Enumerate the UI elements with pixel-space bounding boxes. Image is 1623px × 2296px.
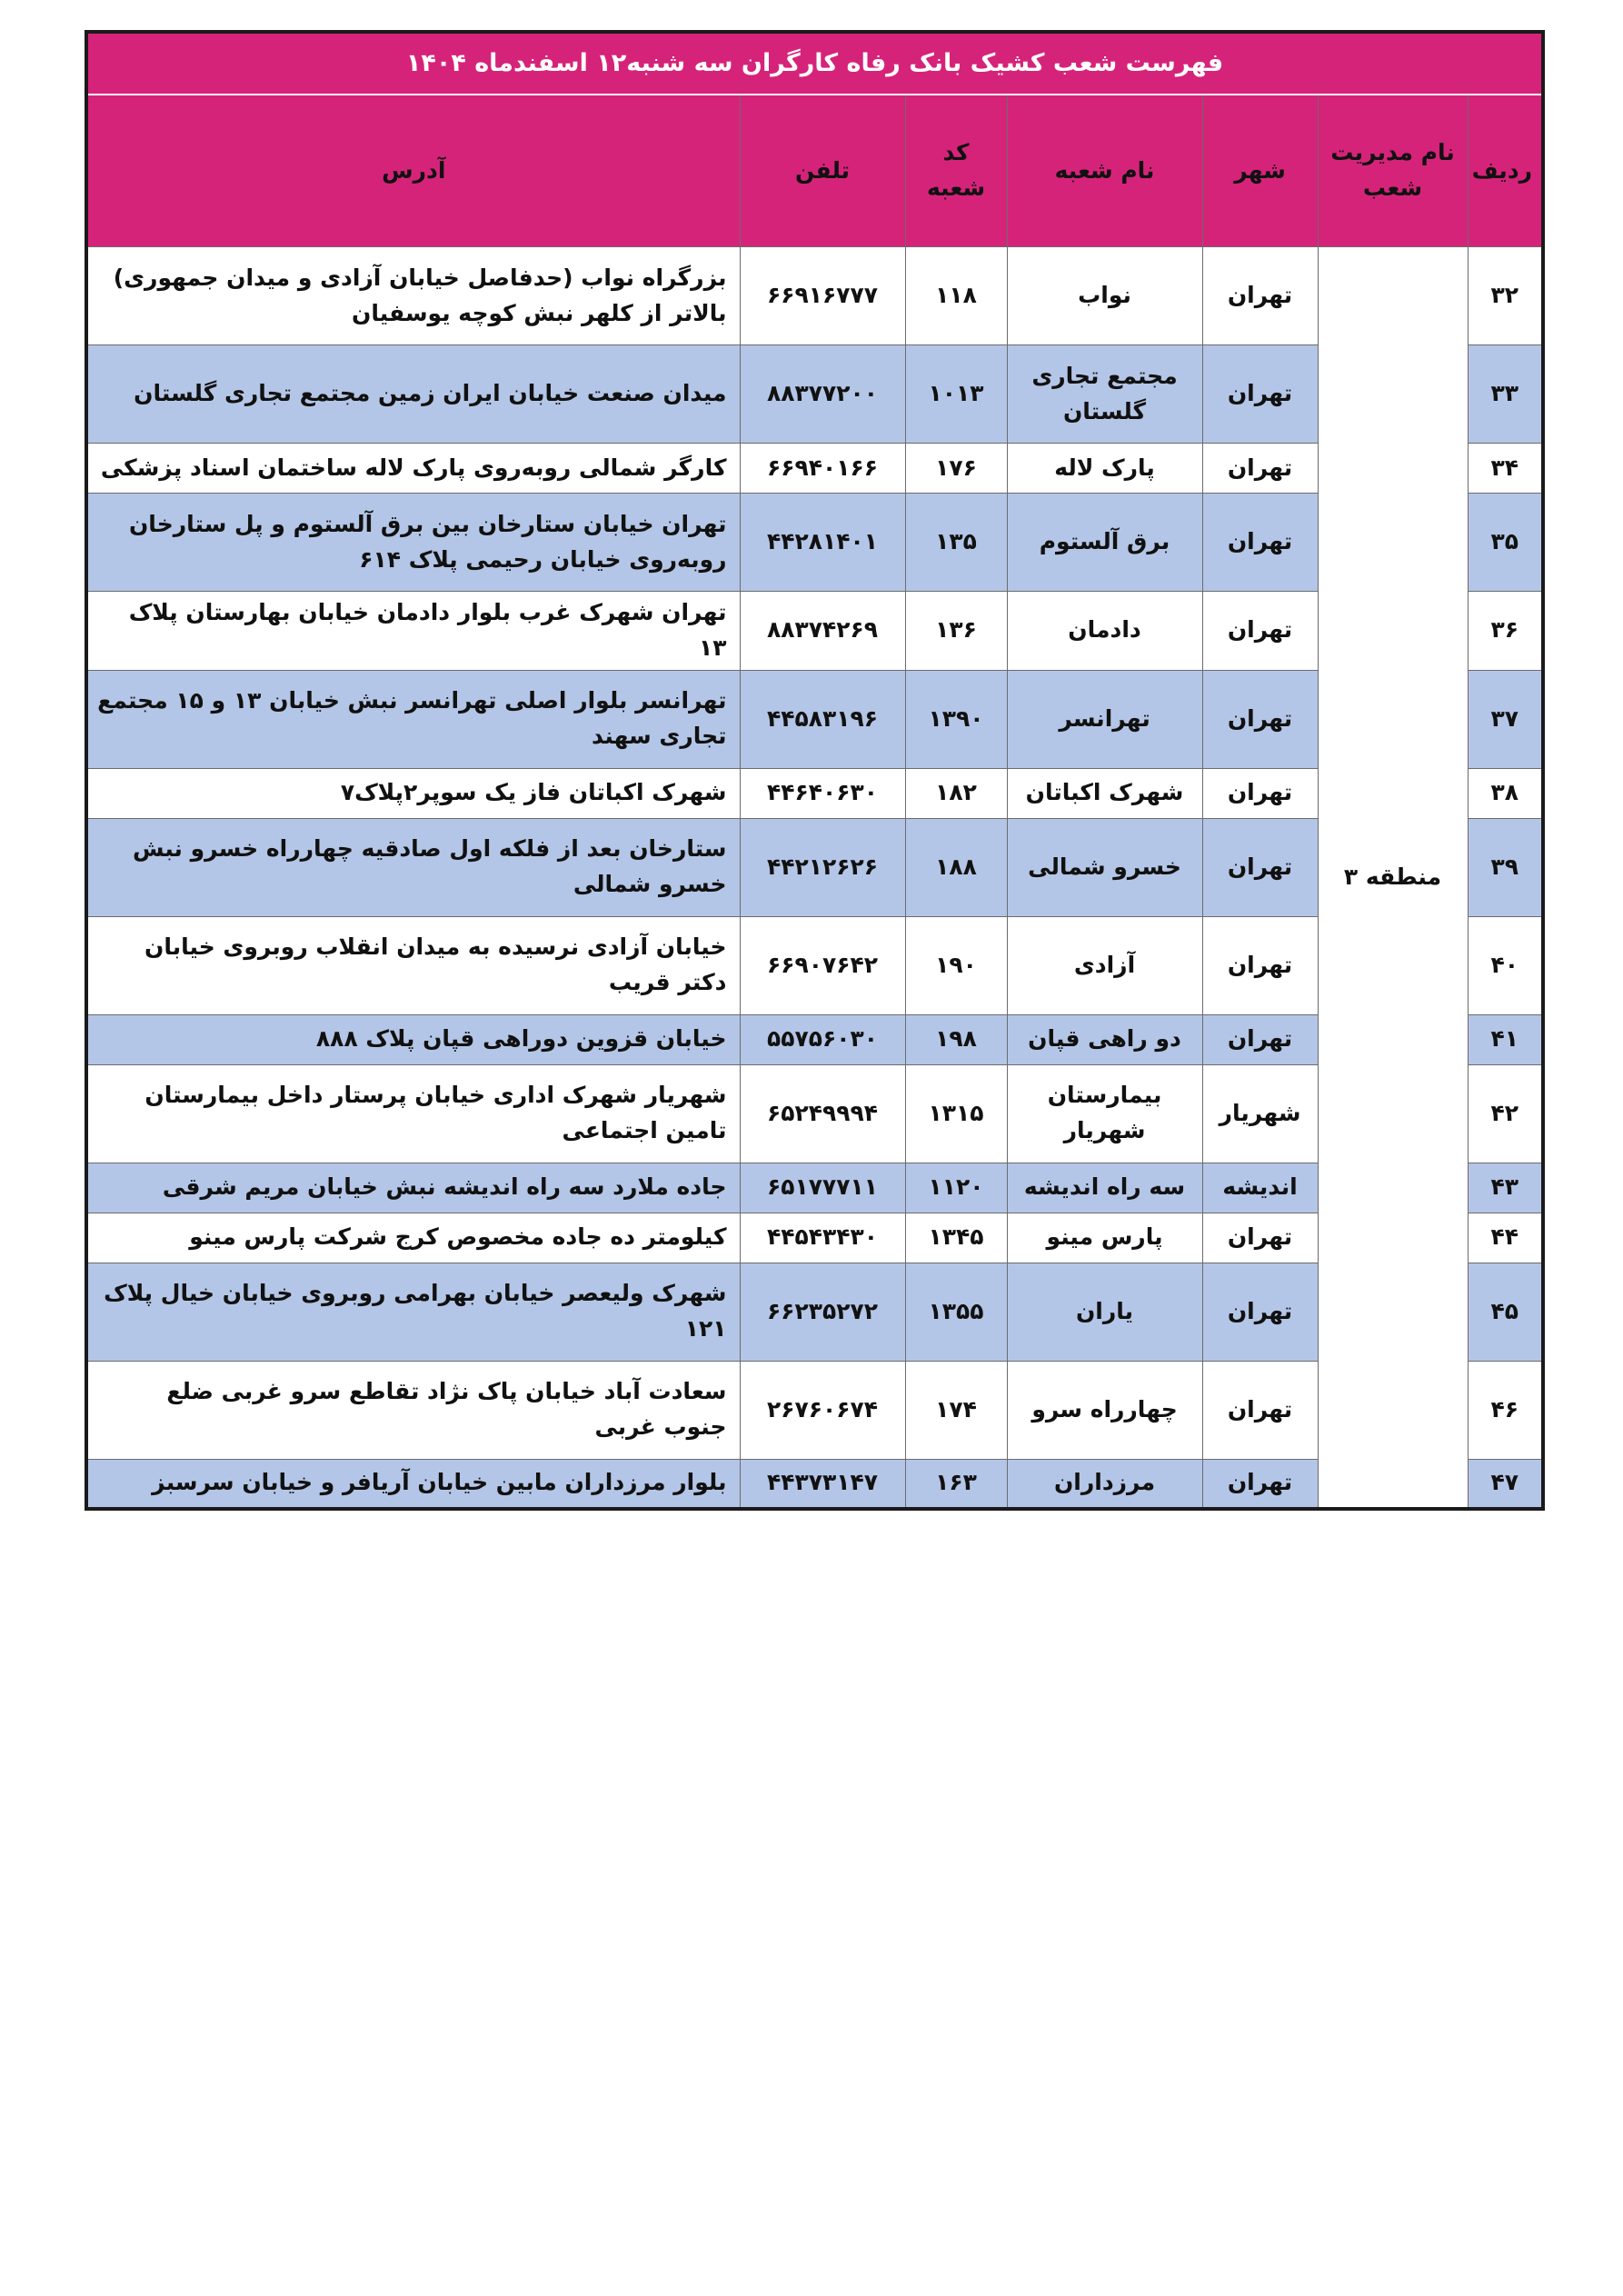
header-city: شهر [1202, 95, 1318, 247]
branch-name-cell: نواب [1007, 247, 1202, 345]
address-cell: خیابان آزادی نرسیده به میدان انقلاب روبروی خیابان دکتر قریب [86, 916, 740, 1014]
header-branch-code: کد شعبه [905, 95, 1007, 247]
phone-cell: ۶۶۹۴۰۱۶۶ [740, 444, 905, 494]
header-row [86, 95, 1543, 247]
city-cell: تهران [1202, 494, 1318, 592]
branch-code-cell: ۱۱۸ [905, 247, 1007, 345]
city-cell: تهران [1202, 1213, 1318, 1263]
city-cell: شهریار [1202, 1064, 1318, 1163]
table-row [86, 247, 1543, 345]
branch-code-cell: ۱۷۴ [905, 1361, 1007, 1459]
city-cell: تهران [1202, 768, 1318, 818]
phone-cell: ۶۵۲۴۹۹۹۴ [740, 1064, 905, 1163]
branch-code-cell: ۱۳۴۵ [905, 1213, 1007, 1263]
phone-cell: ۴۴۵۸۳۱۹۶ [740, 670, 905, 768]
address-cell: بلوار مرزداران مابین خیابان آریافر و خیابان سرسبز [86, 1459, 740, 1509]
branch-code-cell: ۱۳۱۵ [905, 1064, 1007, 1163]
branch-table [85, 30, 1545, 1511]
branch-code-cell: ۱۹۸ [905, 1014, 1007, 1064]
branch-code-cell: ۱۳۹۰ [905, 670, 1007, 768]
city-cell: تهران [1202, 1263, 1318, 1361]
branch-code-cell: ۱۷۶ [905, 444, 1007, 494]
phone-cell: ۲۶۷۶۰۶۷۴ [740, 1361, 905, 1459]
branch-name-cell: بیمارستان شهریار [1007, 1064, 1202, 1163]
row-number: ۴۶ [1468, 1361, 1543, 1459]
header-management: نام مدیریت شعب [1318, 95, 1468, 247]
row-number: ۴۵ [1468, 1263, 1543, 1361]
row-number: ۳۲ [1468, 247, 1543, 345]
row-number: ۴۲ [1468, 1064, 1543, 1163]
city-cell: تهران [1202, 345, 1318, 444]
branch-name-cell: شهرک اکباتان [1007, 768, 1202, 818]
header-phone: تلفن [740, 95, 905, 247]
city-cell: تهران [1202, 247, 1318, 345]
branch-code-cell: ۱۹۰ [905, 916, 1007, 1014]
city-cell: اندیشه [1202, 1163, 1318, 1213]
branch-name-cell: یاران [1007, 1263, 1202, 1361]
branch-name-cell: پارک لاله [1007, 444, 1202, 494]
row-number: ۴۱ [1468, 1014, 1543, 1064]
row-number: ۴۴ [1468, 1213, 1543, 1263]
phone-cell: ۵۵۷۵۶۰۳۰ [740, 1014, 905, 1064]
region-cell: منطقه ۳ [1318, 247, 1468, 1510]
branch-name-cell: سه راه اندیشه [1007, 1163, 1202, 1213]
branch-name-cell: مجتمع تجاری گلستان [1007, 345, 1202, 444]
address-cell: شهرک اکباتان فاز یک سوپر۲پلاک۷ [86, 768, 740, 818]
row-number: ۳۴ [1468, 444, 1543, 494]
branch-code-cell: ۱۳۵ [905, 494, 1007, 592]
branch-name-cell: تهرانسر [1007, 670, 1202, 768]
header-row-number: ردیف [1468, 95, 1543, 247]
address-cell: کیلومتر ده جاده مخصوص کرج شرکت پارس مینو [86, 1213, 740, 1263]
branch-name-cell: آزادی [1007, 916, 1202, 1014]
phone-cell: ۸۸۳۷۷۲۰۰ [740, 345, 905, 444]
address-cell: تهرانسر بلوار اصلی تهرانسر نبش خیابان ۱۳ و ۱۵ مجتمع تجاری سهند [86, 670, 740, 768]
address-cell: شهریار شهرک اداری خیابان پرستار داخل بیمارستان تامین اجتماعی [86, 1064, 740, 1163]
branch-code-cell: ۱۰۱۳ [905, 345, 1007, 444]
phone-cell: ۸۸۳۷۴۲۶۹ [740, 592, 905, 671]
address-cell: تهران خیابان ستارخان بین برق آلستوم و پل ستارخان روبه‌روی خیابان رحیمی پلاک ۶۱۴ [86, 494, 740, 592]
branch-name-cell: دادمان [1007, 592, 1202, 671]
branch-list-sheet [85, 30, 1541, 1511]
phone-cell: ۴۴۲۸۱۴۰۱ [740, 494, 905, 592]
city-cell: تهران [1202, 1014, 1318, 1064]
city-cell: تهران [1202, 670, 1318, 768]
branch-name-cell: چهارراه سرو [1007, 1361, 1202, 1459]
city-cell: تهران [1202, 444, 1318, 494]
row-number: ۳۶ [1468, 592, 1543, 671]
phone-cell: ۴۴۲۱۲۶۲۶ [740, 818, 905, 916]
city-cell: تهران [1202, 818, 1318, 916]
branch-name-cell: خسرو شمالی [1007, 818, 1202, 916]
address-cell: بزرگراه نواب (حدفاصل خیابان آزادی و میدان جمهوری) بالاتر از کلهر نبش کوچه یوسفیان [86, 247, 740, 345]
branch-code-cell: ۱۱۲۰ [905, 1163, 1007, 1213]
city-cell: تهران [1202, 916, 1318, 1014]
row-number: ۳۷ [1468, 670, 1543, 768]
phone-cell: ۴۴۳۷۳۱۴۷ [740, 1459, 905, 1509]
table-title: فهرست شعب کشیک بانک رفاه کارگران سه شنبه۱۲ اسفندماه ۱۴۰۴ [86, 32, 1543, 95]
branch-code-cell: ۱۳۵۵ [905, 1263, 1007, 1361]
branch-code-cell: ۱۶۳ [905, 1459, 1007, 1509]
branch-name-cell: دو راهی قپان [1007, 1014, 1202, 1064]
address-cell: سعادت آباد خیابان پاک نژاد تقاطع سرو غربی ضلع جنوب غربی [86, 1361, 740, 1459]
row-number: ۴۳ [1468, 1163, 1543, 1213]
address-cell: کارگر شمالی روبه‌روی پارک لاله ساختمان اسناد پزشکی [86, 444, 740, 494]
header-branch-name: نام شعبه [1007, 95, 1202, 247]
phone-cell: ۴۴۶۴۰۶۳۰ [740, 768, 905, 818]
phone-cell: ۶۶۹۱۶۷۷۷ [740, 247, 905, 345]
row-number: ۳۵ [1468, 494, 1543, 592]
city-cell: تهران [1202, 1361, 1318, 1459]
address-cell: شهرک ولیعصر خیابان بهرامی روبروی خیابان خیال پلاک ۱۲۱ [86, 1263, 740, 1361]
city-cell: تهران [1202, 1459, 1318, 1509]
header-address: آدرس [86, 95, 740, 247]
phone-cell: ۶۵۱۷۷۷۱۱ [740, 1163, 905, 1213]
branch-name-cell: برق آلستوم [1007, 494, 1202, 592]
branch-code-cell: ۱۸۲ [905, 768, 1007, 818]
branch-name-cell: مرزداران [1007, 1459, 1202, 1509]
branch-rows [86, 247, 1543, 1510]
row-number: ۳۸ [1468, 768, 1543, 818]
row-number: ۴۷ [1468, 1459, 1543, 1509]
phone-cell: ۶۶۹۰۷۶۴۲ [740, 916, 905, 1014]
phone-cell: ۶۶۲۳۵۲۷۲ [740, 1263, 905, 1361]
address-cell: خیابان قزوین دوراهی قپان پلاک ۸۸۸ [86, 1014, 740, 1064]
row-number: ۳۹ [1468, 818, 1543, 916]
row-number: ۳۳ [1468, 345, 1543, 444]
phone-cell: ۴۴۵۴۳۴۳۰ [740, 1213, 905, 1263]
branch-code-cell: ۱۳۶ [905, 592, 1007, 671]
address-cell: تهران شهرک غرب بلوار دادمان خیابان بهارستان پلاک ۱۳ [86, 592, 740, 671]
city-cell: تهران [1202, 592, 1318, 671]
address-cell: جاده ملارد سه راه اندیشه نبش خیابان مریم شرقی [86, 1163, 740, 1213]
branch-code-cell: ۱۸۸ [905, 818, 1007, 916]
address-cell: ستارخان بعد از فلکه اول صادقیه چهارراه خسرو نبش خسرو شمالی [86, 818, 740, 916]
address-cell: میدان صنعت خیابان ایران زمین مجتمع تجاری گلستان [86, 345, 740, 444]
branch-name-cell: پارس مینو [1007, 1213, 1202, 1263]
row-number: ۴۰ [1468, 916, 1543, 1014]
